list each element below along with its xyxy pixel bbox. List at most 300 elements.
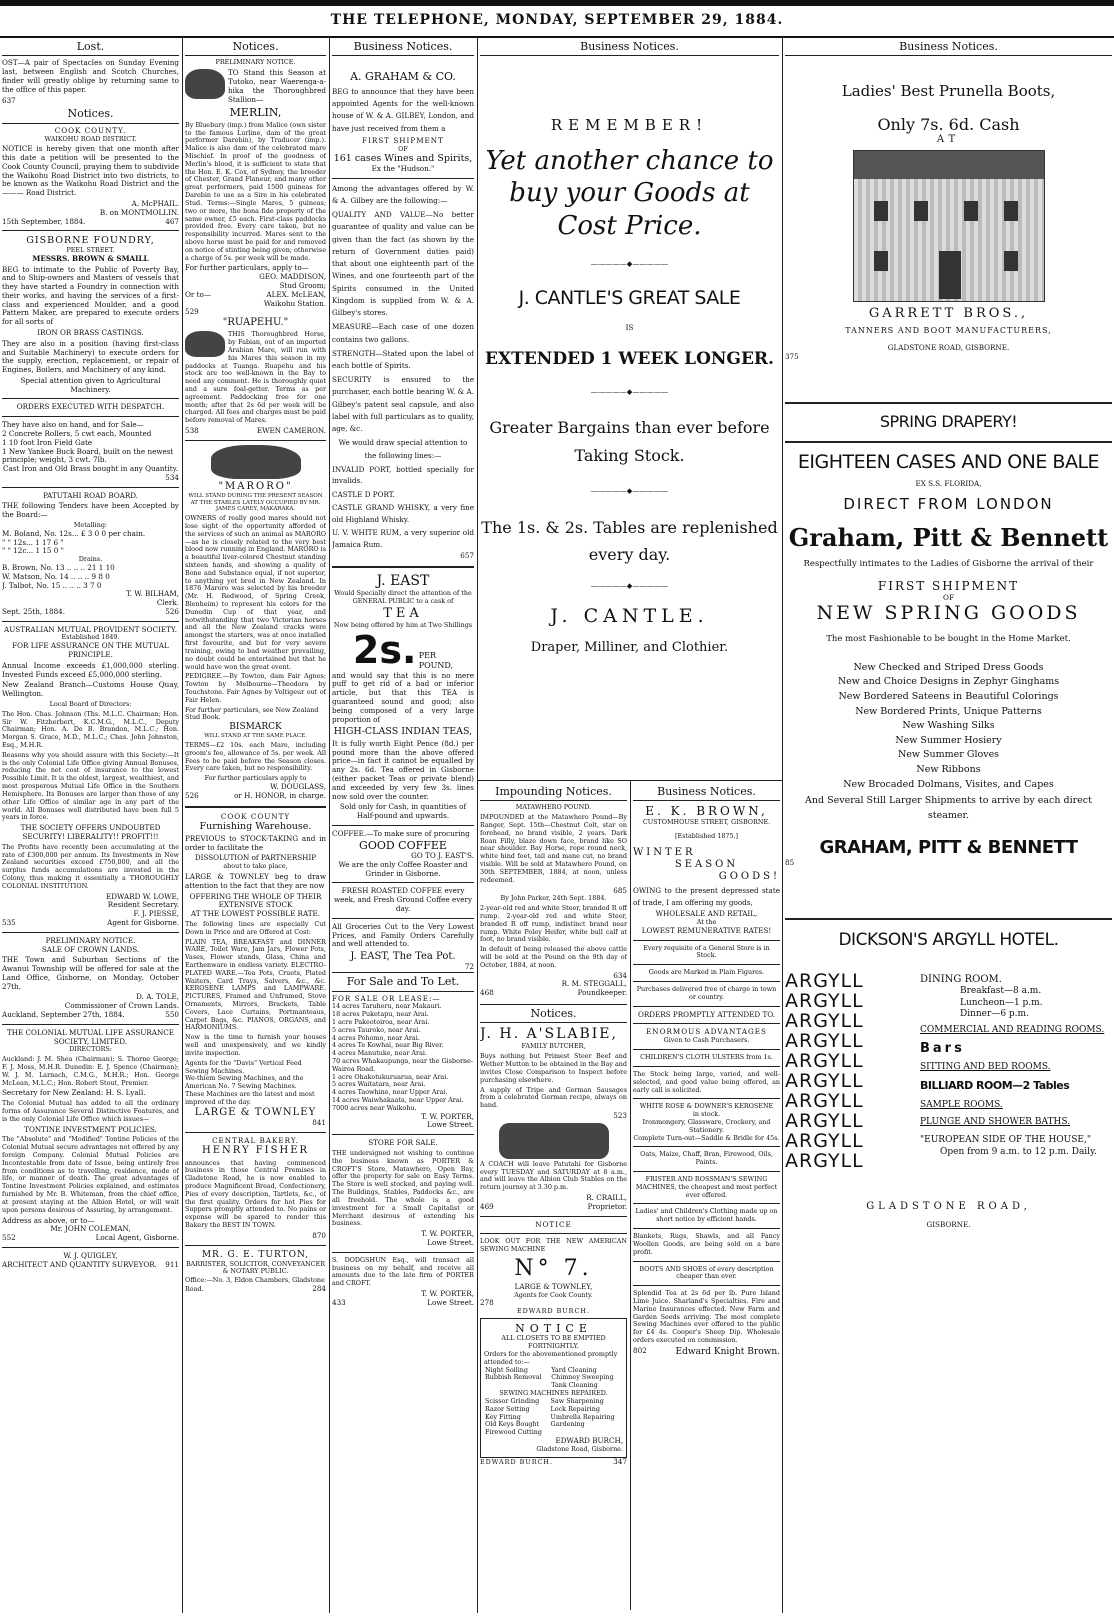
business-notices-heading: Business Notices. — [480, 38, 779, 56]
notices-heading: Notices. — [185, 38, 326, 56]
graham-title: A. GRAHAM & CO. — [350, 70, 456, 84]
burch-right — [550, 1398, 623, 1437]
foundry-item: 1 New Yankee Buck Board, built on the newest principle; weight, 3 cwt. 7lb. — [2, 446, 174, 465]
service-item: Gardening — [550, 1420, 585, 1429]
agent-row — [633, 1347, 780, 1356]
ad-number: 637 — [2, 95, 16, 105]
sale-item: 1 acre Pakeotoiroa, near Arai. — [332, 1017, 430, 1026]
building-roof — [854, 151, 1044, 179]
building-window — [914, 201, 928, 221]
signature-role: Resident Secretary. — [107, 900, 179, 910]
cantle-role: Draper, Milliner, and Clothier. — [530, 639, 729, 655]
service-item: Firewood Cutting — [485, 1428, 542, 1437]
signature: EDWARD BURCH, — [555, 1435, 623, 1445]
patutahi-text: THE following Tenders have been Accepted by the Board:— — [2, 501, 179, 520]
signature-role: Lowe Street. — [427, 1237, 474, 1247]
bismarck-further: For further particulars apply to — [204, 774, 307, 783]
horse-illustration — [185, 69, 225, 99]
cc-title: COOK COUNTY — [220, 811, 291, 821]
argyll-road: GLADSTONE ROAD, — [866, 1200, 1031, 1212]
garrett-title: GARRETT BROS., — [868, 306, 1029, 322]
signature: B. on MONTMOLLIN. — [99, 207, 179, 217]
argyll-block — [785, 971, 1112, 1191]
plunge-baths: PLUNGE AND SHOWER BATHS. — [920, 1117, 1071, 1128]
tender-row: J. Talbot, No. 15 .. .. .. 3 7 0 — [2, 580, 102, 590]
signature-role: Lowe Street. — [427, 1120, 474, 1130]
season-label: SEASON — [674, 858, 739, 870]
service-item: Umbrella Repairing — [550, 1412, 615, 1421]
price-unit — [419, 651, 453, 671]
tontine-address: Address as above, or to— — [2, 1215, 95, 1225]
ad-number: 523 — [613, 1110, 627, 1120]
signature-role: Proprietor. — [587, 1201, 627, 1211]
good-coffee: GOOD COFFEE — [359, 838, 447, 852]
ad-number: 529 — [185, 307, 199, 317]
direct-london: DIRECT FROM LONDON — [843, 495, 1054, 514]
column-2 — [185, 38, 326, 1613]
stock-text: The Stock being large, varied, and well-selected, and good value being offered, an early call is solicited. — [633, 1069, 780, 1094]
cc-sign: LARGE & TOWNLEY — [194, 1106, 317, 1118]
foundry-orders: ORDERS EXECUTED WITH DESPATCH. — [16, 402, 165, 412]
impound-text-2: 2-year-old red and white Steer, branded R off rump. 2-year-old red and white Steer, branded R off rump, indistinct brand near rump. White Poley Heifer, white bull calf at foot, no brand visible. — [480, 904, 627, 944]
tanners: TANNERS AND BOOT MANUFACTURERS, — [845, 326, 1052, 336]
argyll-details — [920, 973, 1110, 1158]
maroro-body: OWNERS of really good mares should not lose sight of the opportunity afforded of the services of such an animal as MARORO—as he is closely related to the very best blood now running in England. MARORO is a beautiful liver-colored Chestnut standing sixteen hands, and showing a quality of Bone and Substance equal, if not superior, to anything yet bred in New Zealand. In 1876 Maroro was selected by his breeder (Mr. H. Redwood, of Spring Creek, Blenheim) to represent his colors for the Dunedin Cup of that year, and notwithstanding that two Victorian horses and all the New Zealand cracks were amongst the starters, was at once installed first favourite, and but for very severe training, owing to bad weather prevailing, no doubt could be entertained but that he would have won the great event. — [185, 514, 326, 671]
of-label: OF — [943, 592, 954, 602]
in-stock: in stock. — [692, 1110, 721, 1119]
foundry-item: 1 10 foot Iron Field Gate — [2, 437, 93, 447]
amp-secure: THE SOCIETY OFFERS UNDOUBTED SECURITY! LIBERALITY!! PROFIT!!! — [20, 823, 161, 841]
cantle-name: J. CANTLE. — [550, 604, 709, 627]
brown-est: [Established 1875.] — [674, 831, 739, 840]
brown-street: CUSTOMHOUSE STREET, GISBORNE. — [642, 818, 771, 827]
turton-office: Office:—No. 3, Eldon Chambers, Gladstone Road. — [185, 1276, 325, 1294]
cantle-sale: J. CANTLE'S GREAT SALE — [518, 286, 741, 309]
lt-sign: LARGE & TOWNLEY, — [514, 1281, 593, 1291]
colonial-title: THE COLONIAL MUTUAL LIFE ASSURANCE SOCIETY, LIMITED. — [6, 1027, 175, 1046]
column-4-top: Business Notices. REMEMBER! Yet another chance to buy your Goods at Cost Price. —————◆————— J. CANTLE'S GREAT SALE IS EXTENDED 1 WEEK LONGER. —————◆————— Greater Bargains than ever before Taking Stock. —————◆————— The 1s. & 2s. Tables are replenished every day. —————◆————— J. CANTLE. Draper, Milliner, and Clothier. — [481, 40, 778, 655]
first-shipment: FIRST SHIPMENT — [877, 578, 1020, 593]
frister: FRISTER AND ROSSMAN'S SEWING MACHINES, the cheapest and most perfect ever offered. — [635, 1175, 778, 1199]
agent-row — [480, 989, 627, 998]
at-the: At the — [696, 918, 717, 927]
price-value: 2s. — [352, 627, 417, 672]
service-item: Razor Setting — [485, 1404, 530, 1413]
signature: GEO. MADDISON, — [259, 272, 326, 282]
goods-item: New Summer Gloves — [897, 749, 1000, 761]
notice-title: NOTICE — [535, 1219, 572, 1229]
tender-row: W. Matson, No. 14 .. .. .. 9 8 0 — [2, 571, 110, 581]
fresh-coffee: FRESH ROASTED COFFEE every week, and Fresh Ground Coffee every day. — [333, 886, 473, 914]
date-text: 15th September, 1884. — [2, 216, 86, 226]
ad-number: 535 — [2, 917, 16, 927]
cc-text-4: Now is the time to furnish your houses well and unexpensively, and we kindly invite inspection. — [185, 1033, 326, 1057]
agent-row — [185, 1276, 326, 1294]
tender-row: " " 12c... 1 15 0 " — [2, 546, 64, 556]
service-item: Chimney Sweeping — [551, 1373, 614, 1382]
sale-item: 4 acres Manutuke, near Arai. — [332, 1049, 427, 1058]
ad-number: 685 — [613, 885, 627, 895]
ad-number: 841 — [312, 1117, 326, 1127]
impound-sub: MATAWHERO POUND. — [515, 803, 592, 812]
tender-row: B. Brown, No. 13 .. .. .. 21 1 10 — [2, 563, 115, 573]
burch-notice: NOTICE — [515, 1321, 592, 1335]
sale-item: 5 acres Waitatara, near Arai. — [332, 1080, 426, 1089]
amp-title: AUSTRALIAN MUTUAL PROVIDENT SOCIETY. — [4, 624, 177, 634]
breakfast-time: Breakfast—8 a.m. — [960, 985, 1042, 996]
only-price: Only 7s. 6d. Cash — [877, 114, 1020, 134]
signature-role: Commissioner of Crown Lands. — [64, 1001, 179, 1011]
first-shipment: FIRST SHIPMENT — [362, 135, 444, 145]
store-title: STORE FOR SALE. — [368, 1138, 438, 1148]
cc-dissolution: DISSOLUTION of PARTNERSHIP — [194, 853, 317, 863]
ruapehu-name: "RUAPEHU." — [222, 317, 289, 329]
tontine-text: The "Absolute" and "Modified" Tontine Policies of the Colonial Mutual secure advantages not offered by any foreign Company. Colonial Mutual Policies are Incontestable from date of Issue, being entirely free from conditions as to travelling, residence, mode of life, or manner of death. The great advantages of Tontine Investment Policies explained, and estimates furnished by Mr. B. Whiteman, from the chief office, at present staying at the Albion Hotel, or will wait upon persons desirous of Assuring, by arrangement. — [2, 1135, 179, 1214]
brown-text: OWING to the present depressed state of trade, I am offering my goods, — [633, 886, 780, 907]
merlin-name: MERLIN, — [229, 106, 282, 120]
burch-box — [480, 1318, 627, 1458]
column-6 — [785, 38, 1112, 1613]
argyll-word: ARGYLL — [785, 1089, 864, 1112]
cook-county-title: COOK COUNTY. — [54, 125, 127, 135]
amp-est: Established 1849. — [61, 633, 120, 642]
new-spring-goods: NEW SPRING GOODS — [816, 602, 1081, 625]
billiard-room: BILLIARD ROOM—2 Tables — [920, 1079, 1070, 1093]
argyll-word: ARGYLL — [785, 1129, 864, 1152]
marked: Goods are Marked in Plain Figures. — [648, 968, 765, 977]
signature: T. W. BILHAM, — [125, 589, 179, 599]
horse-illustration — [211, 445, 301, 479]
bismarck-terms: TERMS—£2 10s. each Mare, including groom's fee, allowance of 5s. per week. All Fees to be paid before the Season closes. Every care taken, but no responsibility. — [185, 740, 326, 773]
gilbey-strength: STRENGTH—Stated upon the label of each bottle of Spirits. — [332, 348, 474, 370]
signature: T. W. PORTER, — [421, 1229, 474, 1239]
ad-number: 468 — [480, 988, 494, 998]
ad-number: 72 — [464, 962, 474, 972]
sale-item: 14 acres Waiwhakaata, near Upper Arai. — [332, 1096, 464, 1105]
east-sign: J. EAST, The Tea Pot. — [350, 951, 456, 963]
for-sale-heading: For Sale and To Let. — [332, 972, 474, 991]
notice-text: LOOK OUT FOR THE NEW AMERICAN SEWING MACHINE — [480, 1237, 627, 1254]
column-rule — [182, 38, 183, 1613]
signature-role: Lowe Street. — [427, 1297, 474, 1307]
column-rule — [782, 38, 783, 1613]
winter-label: WINTER — [633, 846, 696, 858]
colonial-directors: Auckland: J. M. Shea (Chairman); S. Thorne George; F. J. Moss, M.H.R. Dunedin: E. J. Spence (Chairman); W. J. M. Larnach, C.M.G., M.H.R.; Hon. George McLean, M.L.C.; Hon. Robert Stout, Premier. — [2, 1055, 179, 1087]
gladstone: GLADSTONE ROAD, GISBORNE. — [887, 343, 1010, 353]
labie-sub: FAMILY BUTCHER, — [521, 1042, 586, 1051]
service-item: Rubbish Removal — [485, 1373, 542, 1382]
signature-role: Stud Groom; — [279, 280, 326, 290]
ad-number: 278 — [480, 1298, 494, 1308]
east-sold: Sold only for Cash, in quantities of Half-pound and upwards. — [339, 802, 467, 821]
signature: Mr. JOHN COLEMAN, — [50, 1224, 131, 1234]
building-window — [1004, 251, 1018, 271]
merlin-intro: TO Stand this Season at Tutoko, near Waerenga-a-hika the Thoroughbred Stallion— — [228, 68, 326, 104]
ironmongery: Ironmongery, Glassware, Crockery, and Stationery. — [642, 1117, 771, 1134]
at-label: AT — [936, 134, 961, 146]
dickson-title: DICKSON'S ARGYLL HOTEL. — [838, 930, 1059, 951]
goods-label: GOODS! — [718, 871, 780, 883]
service-item: Key Fitting — [485, 1412, 521, 1421]
building-window — [874, 201, 888, 221]
argyll-word: ARGYLL — [785, 1149, 864, 1172]
agent-row — [480, 1458, 627, 1467]
ad-number: 550 — [165, 1009, 179, 1019]
colonial-secretary: Secretary for New Zealand: H. S. Lyall. — [2, 1088, 146, 1098]
service-item: Night Soiling — [485, 1365, 529, 1374]
sale-list — [332, 1003, 474, 1112]
sitting-rooms: SITTING AND BED ROOMS. — [920, 1061, 1051, 1072]
signature: R. M. STEGGALL, — [561, 979, 627, 989]
ad-number: 911 — [165, 1259, 179, 1269]
gilbey-line: INVALID PORT, bottled specially for invalids. — [332, 464, 474, 486]
bars: Bars — [920, 1040, 965, 1056]
coffee-lead: COFFEE.—To make sure of procuring — [332, 828, 470, 838]
column-4a — [480, 783, 627, 1613]
signature: R. CRAILL, — [586, 1192, 627, 1202]
masthead-title: THE TELEPHONE, MONDAY, SEPTEMBER 29, 1884. — [330, 12, 784, 28]
labie-text-2: A supply of Tripe and German Sausages from a celebrated German recipe, always on hand. — [480, 1085, 627, 1110]
cc-agents: Agents for the "Davis" Vertical Feed Sewing Machines. — [185, 1058, 302, 1075]
ad-number: 467 — [165, 216, 179, 226]
cc-offering: OFFERING THE WHOLE OF THEIR EXTENSIVE STOCK — [189, 891, 322, 910]
metalling-label: Metalling: — [73, 521, 108, 530]
sale-lead: FOR SALE OR LEASE:— — [332, 993, 441, 1003]
ad-number: 85 — [785, 858, 795, 868]
indian-teas: HIGH-CLASS INDIAN TEAS, — [333, 726, 473, 738]
cc-text-3: The following lines are especially Cut Down in Price and are Offered at Cost: — [185, 919, 326, 936]
argyll-stack — [785, 971, 915, 1171]
ad-number: 469 — [480, 1201, 494, 1211]
dodgshun-text: S. DODGSHUN Esq., will transact all business on my behalf, and receive all amounts due to the late firm of PORTER and CROFT. — [332, 1255, 474, 1288]
argyll-word: ARGYLL — [785, 1049, 864, 1072]
agent-row — [185, 792, 326, 801]
prelim-title: PRELIMINARY NOTICE. — [215, 58, 296, 67]
notices-heading: Notices. — [480, 1004, 627, 1023]
ad-number: 284 — [312, 1284, 326, 1294]
kerosene: WHITE ROSE & DOWNER'S KEROSENE — [639, 1102, 774, 1111]
signature-role: Gladstone Road, Gisborne. — [536, 1444, 623, 1453]
cc-items: PLAIN TEA, BREAKFAST and DINNER WARE, Toilet Ware, Jam Jars, Flower Pots, Vases, Flower stands, Glass, China and Earthenware in endless variety. ELECTRO-PLATED WARE.—Tea Pots, Cruets, Plated Waiters, Card Trays, Salvers, &c., &c. KEROSENE LAMPS and LAMPWARE. PICTURES, Framed and Unframed, Stove Ornaments, Mirrors, Brackets, Table Covers, Lace Curtains, Portmanteaus, Carpet Bags, &c. PIANOS, ORGANS, and HARMONIUMS. — [185, 937, 326, 1032]
maroro-name: "MARORO" — [218, 480, 293, 492]
of-label: OF — [398, 144, 408, 153]
foundry-firm: MESSRS. BROWN & SMAILL — [32, 253, 149, 263]
coach-text: A COACH will leave Patutahi for Gisborne every TUESDAY and SATURDAY at 8 a.m., and will leave the Albion Club Stables on the return journey at 3.30 p.m. — [480, 1159, 627, 1192]
sale-item: 70 acres Whakaupunga, near the Gisborne-Wairoa Road. — [332, 1056, 474, 1073]
column-rule — [630, 780, 631, 1610]
amp-directors: The Hon. Chas. Johnson (Ths. M.L.C. Chairman; Hon. Sir W. Fitzherbert, K.C.M.G., M.L.C., Deputy Chairman; Hon. A. De B. Brandon, M.L.C.; Hon. Morgan S. Grace, M.D., M.L.C.; Chas. John Johnston, Esq., M.H.R. — [2, 709, 179, 750]
lowest-rates: LOWEST REMUNERATIVE RATES! — [641, 925, 772, 935]
east-title: J. EAST — [376, 573, 430, 590]
argyll-word: ARGYLL — [785, 1009, 864, 1032]
quigley-text: ARCHITECT AND QUANTITY SURVEYOR. — [2, 1259, 157, 1269]
gilbey-attention: We would draw special attention to the following lines:— — [338, 438, 468, 460]
dinner-time: Dinner—6 p.m. — [960, 1009, 1029, 1020]
enormous: ENORMOUS ADVANTAGES — [646, 1027, 767, 1037]
horse-illustration — [185, 331, 225, 357]
spring-drapery: SPRING DRAPERY! — [879, 411, 1018, 431]
ad-number: 347 — [613, 1456, 627, 1466]
ad-number: 552 — [2, 1233, 16, 1243]
cc-about: about to take place, — [223, 862, 288, 871]
garrett-building-illustration — [853, 150, 1045, 302]
burch-sewing: SEWING MACHINES REPAIRED. — [499, 1389, 608, 1398]
eighteen-cases: EIGHTEEN CASES AND ONE BALE — [797, 451, 1100, 474]
burch-left — [484, 1398, 550, 1437]
labie-text: Buys nothing but Primest Steer Beef and Wether Mutton to be obtained in the Bay and invites Close Comparison to Inspect before purchasing elsewhere. — [480, 1052, 627, 1084]
boots: BOOTS AND SHOES of every description cheaper than ever. — [639, 1264, 774, 1281]
labie-title: J. H. A'SLABIE, — [480, 1026, 618, 1043]
signature: T. W. PORTER, — [421, 1288, 474, 1298]
given: Given to Cash Purchasers. — [663, 1036, 750, 1045]
burch-table — [484, 1367, 623, 1390]
ex-florida: EX S.S. FLORIDA, — [915, 479, 982, 489]
service-item: Tank Cleaning — [551, 1381, 598, 1390]
signature-role: Clerk. — [156, 598, 179, 608]
sale-item: 14 acres Taruheru, near Makauri. — [332, 1002, 442, 1011]
business-notices-heading: Business Notices. — [785, 38, 1112, 56]
bakery-title: CENTRAL BAKERY. — [212, 1135, 299, 1145]
ad-number: 538 — [185, 426, 199, 435]
ruapehu-body: THIS Thoroughbred Horse, by Fabian, out of an imported Arabian Mare, will run with his Mares this season in my paddocks at Tuanga. Ruapehu and his stock are too well-known in the Bay to need any comment. He is thoroughly quiet and a sure foal-getter. Terms as per agreement. Paddocking free for one month; after that 2s 6d per week will be charged. All fees and charges must be paid before removal of Mares. — [185, 330, 326, 425]
goods-item: New Bordered Sateens in Beautiful Colorings — [838, 691, 1059, 703]
n7-title: N° 7. — [514, 1255, 593, 1281]
or-label: Or to— — [185, 289, 212, 299]
amp-income: Annual Income exceeds £1,000,000 sterling. Invested Funds exceed £5,000,000 sterling. — [2, 660, 179, 679]
sale-item: 7000 acres near Waikohu. — [332, 1103, 417, 1112]
goods-item: New and Choice Designs in Zephyr Ginghams — [837, 676, 1060, 688]
oats: Oats, Maize, Chaff, Bran, Firewood, Oils, Paints. — [640, 1150, 773, 1167]
signature: F. J. PIESSE, — [133, 909, 179, 919]
maroro-for: For further particulars, see New Zealand Stud Book. — [185, 705, 319, 722]
burch-left — [484, 1367, 550, 1390]
clothing: Ladies' and Children's Clothing made up on short notice by efficient hands. — [635, 1207, 778, 1224]
east-text-2: and would say that this is no mere puff to get rid of a bad or inferior article, but that this TEA is guaranteed sound and good; also being composed of a very large proportion of — [332, 670, 474, 724]
building-window — [1004, 201, 1018, 221]
cc-sub: Furnishing Warehouse. — [199, 821, 312, 833]
quigley-row — [2, 1261, 179, 1270]
signature-role: Local Agent, Gisborne. — [95, 1233, 179, 1243]
notice-date — [2, 1011, 179, 1020]
impounding-heading: Impounding Notices. — [480, 783, 627, 801]
amp-board: Local Board of Directors: — [49, 699, 132, 708]
ad-number: 526 — [185, 790, 199, 800]
argyll-word: ARGYLL — [785, 1109, 864, 1132]
requisite: Every requisite of a General Store is in Stock. — [643, 943, 770, 960]
service-item: Yard Cleaning — [551, 1365, 597, 1374]
bakery-name: HENRY FISHER — [201, 1145, 310, 1157]
signature-role: Agent for Gisborne. — [107, 917, 179, 927]
sample-rooms: SAMPLE ROOMS. — [920, 1099, 1003, 1110]
building-window — [874, 251, 888, 271]
gpb-sign: GRAHAM, PITT & BENNETT — [819, 837, 1078, 859]
amp-text: Reasons why you should assure with this Society:—It is the only Colonial Life Office giving Annual Bonuses, reducing the net cost of insurance to the lowest Possible Limit. It is the oldest, largest, wealthiest, and most prosperous Mutual Life Office in the Southern Hemisphere. Its Bonuses are larger than those of any other Life Office of similar age in any part of the world. All Bonuses well distributed have been full 5 years in force. — [2, 750, 179, 822]
service-item: Saw Sharpening — [550, 1396, 604, 1405]
notice-date — [2, 218, 179, 227]
drains-label: Drains. — [78, 555, 103, 564]
ad-number: 870 — [312, 1230, 326, 1240]
gilbey-line: CASTLE GRAND WHISKY, a very fine old Highland Whisky. — [332, 503, 474, 524]
tables-replenished: The 1s. & 2s. Tables are replenished every day. — [481, 517, 778, 564]
east-now-being: Now being offered by him at Two Shillings — [333, 620, 473, 629]
business-notices-heading: Business Notices. — [332, 38, 474, 56]
remember-title: REMEMBER! — [550, 116, 709, 135]
dining-room: DINING ROOM. — [920, 973, 1002, 985]
goods-item: New Bordered Prints, Unique Patterns — [855, 705, 1042, 717]
signature: A. McPHAIL. — [131, 199, 179, 208]
burch-foot: EDWARD BURCH. — [480, 1457, 554, 1466]
ad-number: 634 — [613, 970, 627, 980]
fashionable: The most Fashionable to be bought in the Home Market. — [826, 633, 1071, 644]
ulsters: CHILDREN'S CLOTH ULSTERS from 1s. — [640, 1053, 773, 1062]
prelim-title: PRELIMINARY NOTICE. — [45, 935, 136, 945]
merlin-further: For further particulars, apply to— — [185, 263, 309, 273]
amp-text-2: The Profits have recently been accumulating at the rate of £300,000 per annum. Its Investments in New Zealand securities exceed £750,000, and all the surplus funds accumulations are invested in the Colony, thus making it essentially a THOROUGHLY COLONIAL INSTITUTION. — [2, 842, 179, 890]
turton-text: BARRISTER, SOLICITOR, CONVEYANCER & NOTARY PUBLIC. — [185, 1259, 326, 1276]
building-door — [939, 251, 961, 299]
maroro-pedigree: PEDIGREE.—By Towton, dam Fair Agnes; Towton by Melbourne—Theodora by Touchstone. Fair Agnes by Voltigeur out of Fair Helen. — [185, 672, 326, 704]
luncheon-time: Luncheon—1 p.m. — [960, 997, 1043, 1008]
tender-row: " " 12s... 1 17 6 " — [2, 537, 64, 547]
column-1 — [2, 38, 179, 1613]
service-item: Scissor Grinding — [485, 1396, 540, 1405]
notice-date — [2, 608, 179, 617]
gilbey-quality: QUALITY AND VALUE—No better guarantee of quality and value can be given than the fact (as shown by the return of Government duties paid) that about one eighteenth part of the Wines, and one fourteenth part of the Spirits consumed in the United Kingdom is supplied from W. & A. Gilbey's stores. — [332, 210, 474, 318]
cc-lowest: AT THE LOWEST POSSIBLE RATE. — [190, 909, 321, 919]
merlin-body: By Bluebury (imp.) from Malice (own sister to the famous Lurline, dam of the great performer Darebin), by Traducer (imp.). Malice is also dam of the celebrated mare Mischief. In proof of the goodness of Merlin's blood, it is sufficient to state that the Hon. E. K. Cox, of Sydney, the breeder of Chester, Grand Flaneur, and many other great performers, paid 1500 guineas for Darebin to use as a Sire in his celebrated Stud. Terms:—Single Mares, 5 guineas; two or more, the bona fide property of the same owner, £5 each. First-class paddocks provided free. Every care taken, but no responsibility incurred. Mares sent to the above horse must be paid for and removed on notice of stinting being given; otherwise a charge of 5s. per week will be made. — [185, 120, 326, 262]
colonial-directors-label: DIRECTORS: — [69, 1045, 112, 1054]
column-rule — [329, 38, 330, 1613]
signature: ALEX. McLEAN, — [266, 289, 326, 299]
agent-row — [2, 919, 179, 928]
goods-item: New Checked and Striped Dress Goods — [853, 661, 1044, 673]
tender-row: M. Boland, No. 12s... £ 3 0 0 per chain. — [2, 528, 146, 538]
goods-item: New Washing Silks — [902, 720, 995, 732]
only-one: We are the only Coffee Roaster and Grinder in Gisborne. — [338, 859, 468, 878]
colonial-text: The Colonial Mutual has added to all the ordinary forms of Assurance Several Distinctive Features, and is the only Colonial Life Office which issues— — [2, 1099, 179, 1123]
signature: EWEN CAMERON. — [256, 426, 326, 435]
cc-text: PREVIOUS to STOCK-TAKING and in order to facilitate the — [185, 833, 326, 852]
maroro-sub: WILL STAND DURING THE PRESENT SEASON AT THE STABLES LATELY OCCUPIED BY MR. JAMES CAREY, MAKARAKA. — [188, 492, 323, 513]
sale-item: 4 acres Te Kowhai, near Big River. — [332, 1041, 444, 1050]
commercial-rooms: COMMERCIAL AND READING ROOMS. — [920, 1025, 1105, 1036]
turton-name: MR. G. E. TURTON, — [201, 1249, 310, 1260]
ad-number: 375 — [785, 351, 799, 361]
ad-number: 657 — [460, 551, 474, 561]
amp-branch: New Zealand Branch—Customs House Quay, Wellington. — [2, 680, 179, 699]
service-item: Old Keys Bought — [485, 1420, 540, 1429]
tea-title: TEA — [383, 605, 423, 621]
still-larger: And Several Still Larger Shipments to arrive by each direct steamer. — [805, 795, 1092, 822]
foundry-text-2: They are also in a position (having first-class and Suitable Machinery) to execute orders for the supply, erection, replacement, or repair of Engines, Boilers, and Machinery of any kind. — [2, 338, 179, 375]
argyll-word: ARGYLL — [785, 1069, 864, 1092]
building-window — [964, 201, 978, 221]
signature-role: Poundkeeper. — [577, 988, 627, 998]
foundry-cast: Cast Iron and Old Brass bought in any Quantity. — [2, 464, 179, 474]
bismarck-name: BISMARCK — [229, 722, 282, 733]
open-hours: Open from 9 a.m. to 12 p.m. Daily. — [940, 1146, 1097, 1157]
signature: T. W. PORTER, — [421, 1111, 474, 1121]
signature-role: or H. HONOR, in charge. — [234, 790, 326, 800]
signature-role: Waikohu Station. — [263, 298, 326, 308]
crown-lands-title: SALE OF CROWN LANDS. — [41, 944, 140, 954]
brown-title: E. K. BROWN, — [645, 804, 768, 819]
signature: W. DOUGLASS, — [270, 781, 326, 791]
lost-notice: OST—A pair of Spectacles on Sunday Evening last, between English and Scotch Churches, finder will greatly oblige by returning same to the office of this paper. — [2, 58, 179, 94]
foundry-castings: IRON OR BRASS CASTINGS. — [37, 327, 144, 337]
coach-illustration — [499, 1123, 609, 1159]
gilbey-security: SECURITY is ensured to the purchaser, each bottle bearing W. & A. Gilbey's patent seal capsule, and also label with full particulars as to quality, age, &c. — [332, 375, 474, 434]
